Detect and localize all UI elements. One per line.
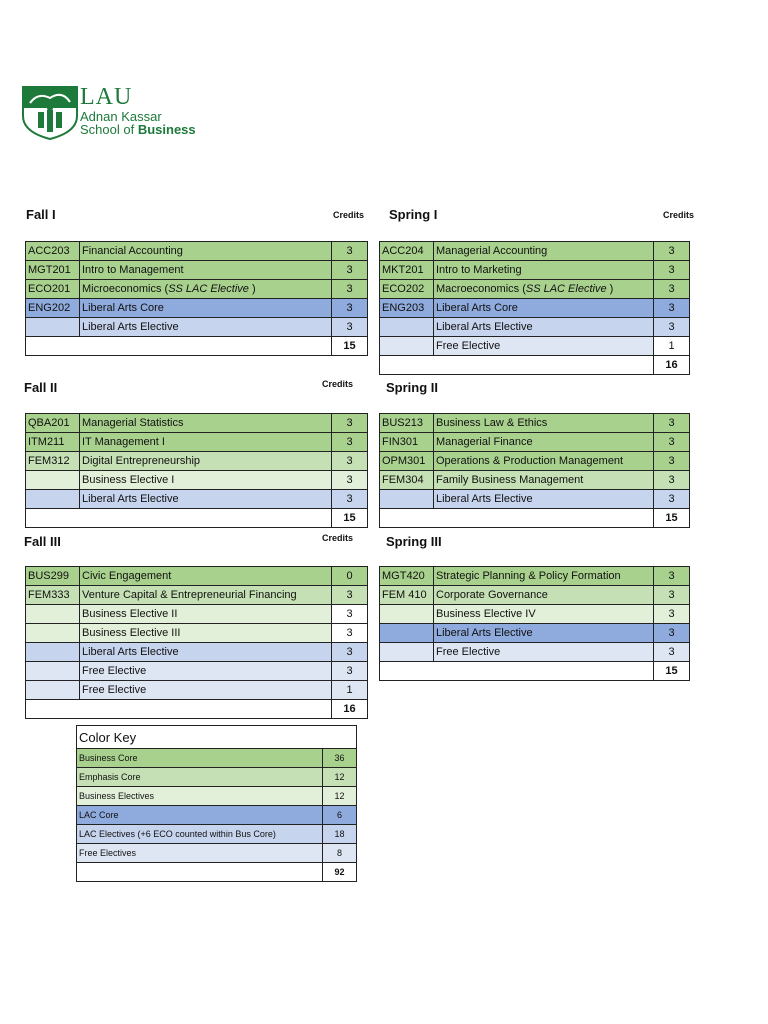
course-code	[380, 643, 434, 662]
course-credits: 3	[332, 433, 368, 452]
course-credits: 3	[654, 280, 690, 299]
course-row	[380, 299, 690, 318]
course-name-tail: )	[606, 282, 614, 295]
course-code: FEM 410	[380, 586, 434, 605]
heading-spring-3: Spring III	[386, 534, 442, 549]
course-code	[26, 318, 80, 337]
color-key-row	[77, 825, 357, 844]
total-row	[380, 356, 690, 375]
course-credits: 3	[332, 242, 368, 261]
heading-fall-3: Fall III	[24, 534, 61, 549]
course-row	[26, 624, 368, 643]
course-credits: 3	[332, 280, 368, 299]
course-name: Free Elective	[434, 337, 654, 356]
course-code	[26, 643, 80, 662]
course-credits: 3	[332, 299, 368, 318]
course-code	[380, 490, 434, 509]
total-row	[380, 509, 690, 528]
course-credits: 3	[654, 624, 690, 643]
color-key-total-spacer	[77, 863, 323, 882]
color-key-value: 8	[323, 844, 357, 863]
course-credits: 1	[332, 681, 368, 700]
course-name-text: Macroeconomics (	[436, 282, 526, 295]
course-row	[380, 337, 690, 356]
course-code: FEM333	[26, 586, 80, 605]
course-code: MGT420	[380, 567, 434, 586]
color-key-label: Business Electives	[77, 787, 323, 806]
school-wordmark	[80, 86, 196, 136]
course-name: Free Elective	[80, 681, 332, 700]
course-row	[380, 242, 690, 261]
course-name: Managerial Statistics	[80, 414, 332, 433]
logo-line-3	[80, 123, 196, 136]
course-name: Business Elective I	[80, 471, 332, 490]
course-row	[380, 433, 690, 452]
course-row	[26, 471, 368, 490]
course-code: BUS299	[26, 567, 80, 586]
color-key-value: 6	[323, 806, 357, 825]
color-key-value: 36	[323, 749, 357, 768]
heading-spring-2: Spring II	[386, 380, 438, 395]
total-spacer	[380, 509, 654, 528]
credits-total: 15	[654, 509, 690, 528]
lau-crest-logo	[22, 86, 78, 140]
course-code: FEM304	[380, 471, 434, 490]
course-name: Corporate Governance	[434, 586, 654, 605]
color-key-table	[76, 725, 357, 882]
color-key-total-row	[77, 863, 357, 882]
credits-total: 15	[654, 662, 690, 681]
color-key-header	[77, 726, 357, 749]
heading-fall-2: Fall II	[24, 380, 58, 395]
course-name: Business Elective IV	[434, 605, 654, 624]
course-name: Liberal Arts Elective	[80, 318, 332, 337]
course-credits: 3	[332, 624, 368, 643]
course-name: Liberal Arts Core	[434, 299, 654, 318]
credits-total: 15	[332, 337, 368, 356]
credits-total: 16	[332, 700, 368, 719]
course-name-italic: SS LAC Elective	[525, 282, 607, 295]
course-row	[380, 586, 690, 605]
course-name	[80, 280, 332, 299]
course-row	[380, 280, 690, 299]
course-name: Managerial Accounting	[434, 242, 654, 261]
table-spring-3	[379, 566, 690, 681]
heading-spring-1: Spring I	[389, 207, 438, 222]
color-key-label: Emphasis Core	[77, 768, 323, 787]
course-name: IT Management I	[80, 433, 332, 452]
color-key-row	[77, 844, 357, 863]
course-name: Liberal Arts Elective	[434, 624, 654, 643]
course-credits: 3	[654, 242, 690, 261]
course-name	[434, 280, 654, 299]
course-row	[26, 662, 368, 681]
course-row	[26, 318, 368, 337]
color-key-row	[77, 787, 357, 806]
course-code	[380, 624, 434, 643]
course-name: Civic Engagement	[80, 567, 332, 586]
course-code: ITM211	[26, 433, 80, 452]
logo-lau: LAU	[80, 84, 133, 110]
course-credits: 3	[654, 567, 690, 586]
course-row	[380, 452, 690, 471]
course-code: OPM301	[380, 452, 434, 471]
credits-label-fall-3: Credits	[322, 533, 354, 543]
color-key-row	[77, 749, 357, 768]
course-row	[380, 261, 690, 280]
course-row	[26, 261, 368, 280]
total-spacer	[380, 356, 654, 375]
total-spacer	[26, 337, 332, 356]
course-credits: 3	[332, 605, 368, 624]
course-code: QBA201	[26, 414, 80, 433]
total-row	[26, 700, 368, 719]
total-spacer	[26, 700, 332, 719]
course-name: Digital Entrepreneurship	[80, 452, 332, 471]
course-name: Operations & Production Management	[434, 452, 654, 471]
color-key-row	[77, 768, 357, 787]
course-code	[380, 605, 434, 624]
table-spring-2	[379, 413, 690, 528]
course-code	[380, 318, 434, 337]
course-name: Liberal Arts Elective	[434, 490, 654, 509]
color-key-value: 12	[323, 787, 357, 806]
course-row	[380, 318, 690, 337]
course-code: ECO202	[380, 280, 434, 299]
course-code: ENG203	[380, 299, 434, 318]
course-row	[26, 490, 368, 509]
course-code: FEM312	[26, 452, 80, 471]
course-credits: 3	[654, 643, 690, 662]
course-name: Liberal Arts Elective	[80, 490, 332, 509]
course-row	[26, 280, 368, 299]
course-row	[26, 681, 368, 700]
course-name: Business Elective II	[80, 605, 332, 624]
course-row	[26, 433, 368, 452]
course-credits: 3	[332, 662, 368, 681]
course-code: MKT201	[380, 261, 434, 280]
course-name: Financial Accounting	[80, 242, 332, 261]
total-spacer	[26, 509, 332, 528]
course-credits: 3	[654, 452, 690, 471]
course-credits: 3	[654, 433, 690, 452]
course-code: ACC203	[26, 242, 80, 261]
credits-label-spring-1: Credits	[663, 210, 695, 220]
color-key-label: Business Core	[77, 749, 323, 768]
course-credits: 3	[332, 414, 368, 433]
course-code	[26, 624, 80, 643]
course-row	[380, 567, 690, 586]
course-row	[380, 624, 690, 643]
course-row	[26, 586, 368, 605]
course-name: Intro to Marketing	[434, 261, 654, 280]
course-credits: 3	[654, 261, 690, 280]
credits-total: 16	[654, 356, 690, 375]
total-row	[26, 337, 368, 356]
course-row	[380, 471, 690, 490]
course-credits: 1	[654, 337, 690, 356]
course-name: Business Elective III	[80, 624, 332, 643]
course-name: Venture Capital & Entrepreneurial Financing	[80, 586, 332, 605]
total-row	[26, 509, 368, 528]
credits-label-fall-1: Credits	[333, 210, 365, 220]
course-code: ACC204	[380, 242, 434, 261]
course-credits: 3	[332, 452, 368, 471]
course-code: FIN301	[380, 433, 434, 452]
course-credits: 3	[332, 261, 368, 280]
course-code	[26, 662, 80, 681]
course-name: Liberal Arts Elective	[434, 318, 654, 337]
course-name: Liberal Arts Core	[80, 299, 332, 318]
course-row	[26, 643, 368, 662]
course-credits: 3	[332, 318, 368, 337]
course-code: ECO201	[26, 280, 80, 299]
course-credits: 3	[332, 490, 368, 509]
course-row	[380, 605, 690, 624]
heading-fall-1: Fall I	[26, 207, 56, 222]
course-credits: 3	[654, 605, 690, 624]
course-row	[26, 242, 368, 261]
course-code	[380, 337, 434, 356]
color-key-total: 92	[323, 863, 357, 882]
course-credits: 0	[332, 567, 368, 586]
course-name: Liberal Arts Elective	[80, 643, 332, 662]
course-credits: 3	[654, 318, 690, 337]
course-name: Managerial Finance	[434, 433, 654, 452]
course-code	[26, 471, 80, 490]
course-name-text: Microeconomics (	[82, 282, 169, 295]
course-name: Family Business Management	[434, 471, 654, 490]
table-fall-3	[25, 566, 368, 719]
course-code: ENG202	[26, 299, 80, 318]
color-key-value: 12	[323, 768, 357, 787]
course-code: BUS213	[380, 414, 434, 433]
table-spring-1	[379, 241, 690, 375]
color-key-row	[77, 806, 357, 825]
course-row	[380, 643, 690, 662]
total-row	[380, 662, 690, 681]
course-credits: 3	[654, 471, 690, 490]
color-key-label: LAC Electives (+6 ECO counted within Bus Core)	[77, 825, 323, 844]
course-name: Business Law & Ethics	[434, 414, 654, 433]
course-name: Strategic Planning & Policy Formation	[434, 567, 654, 586]
course-row	[26, 414, 368, 433]
course-code	[26, 605, 80, 624]
credits-label-fall-2: Credits	[322, 379, 354, 389]
course-code	[26, 681, 80, 700]
course-name: Free Elective	[434, 643, 654, 662]
course-credits: 3	[332, 471, 368, 490]
course-credits: 3	[654, 586, 690, 605]
course-credits: 3	[654, 490, 690, 509]
course-code	[26, 490, 80, 509]
total-spacer	[380, 662, 654, 681]
logo-line-2: Adnan Kassar	[80, 109, 162, 124]
course-name: Free Elective	[80, 662, 332, 681]
course-code: MGT201	[26, 261, 80, 280]
course-row	[26, 605, 368, 624]
logo-line-3-pre: School of	[80, 122, 138, 137]
color-key-label: Free Electives	[77, 844, 323, 863]
course-name-italic: SS LAC Elective	[168, 282, 249, 295]
course-credits: 3	[332, 643, 368, 662]
course-row	[26, 452, 368, 471]
logo-line-3-bold: Business	[137, 122, 196, 137]
course-name-tail: )	[248, 282, 256, 295]
course-row	[380, 414, 690, 433]
course-row	[26, 299, 368, 318]
course-row	[26, 567, 368, 586]
course-name: Intro to Management	[80, 261, 332, 280]
color-key-label: LAC Core	[77, 806, 323, 825]
table-fall-2	[25, 413, 368, 528]
course-credits: 3	[654, 299, 690, 318]
color-key-value: 18	[323, 825, 357, 844]
table-fall-1	[25, 241, 368, 356]
course-row	[380, 490, 690, 509]
credits-total: 15	[332, 509, 368, 528]
course-credits: 3	[332, 586, 368, 605]
color-key-title: Color Key	[77, 726, 357, 749]
course-credits: 3	[654, 414, 690, 433]
